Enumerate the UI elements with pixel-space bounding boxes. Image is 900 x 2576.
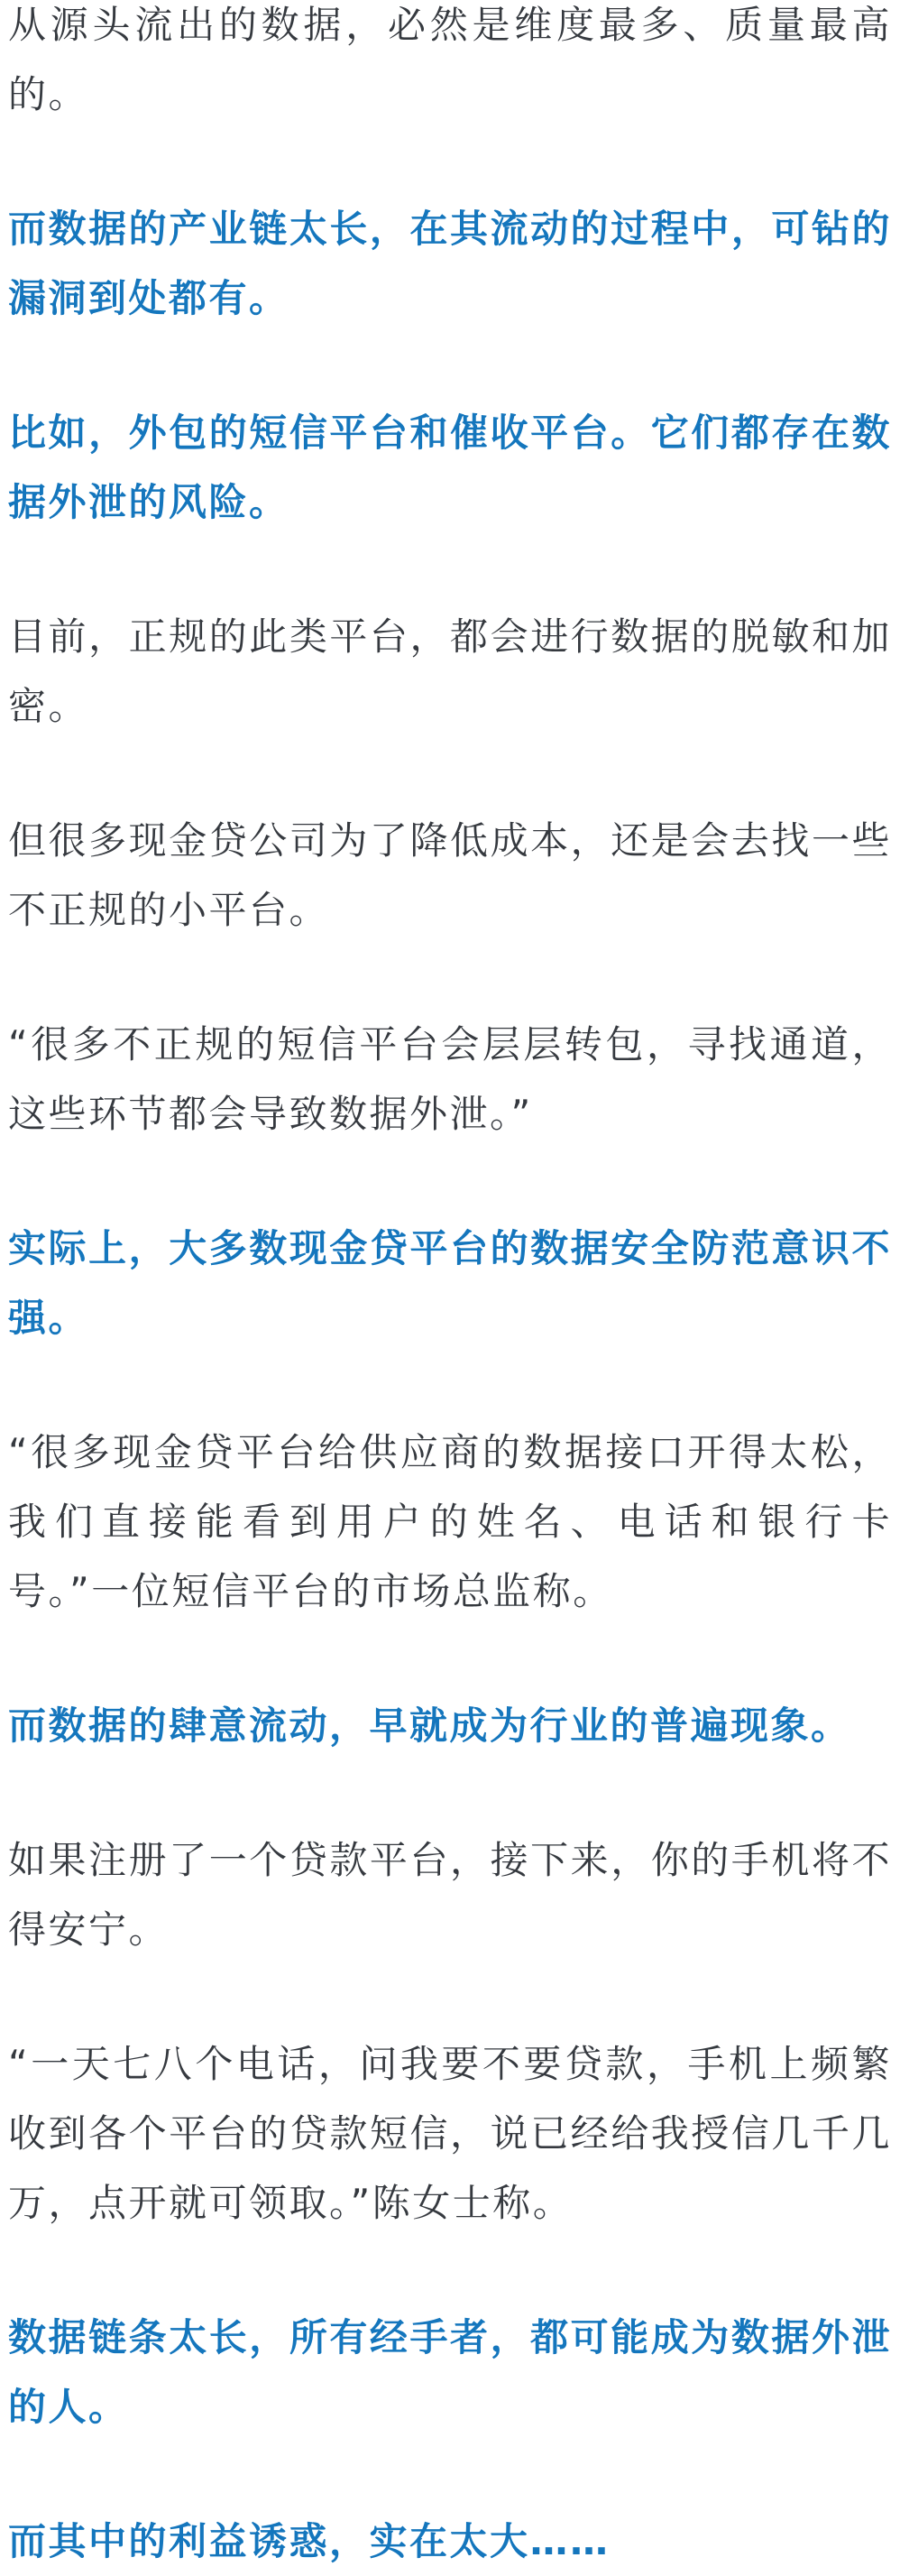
body-paragraph: 如果注册了一个贷款平台，接下来，你的手机将不得安宁。 bbox=[8, 1838, 892, 1952]
body-paragraph: 从源头流出的数据，必然是维度最多、质量最高的。 bbox=[8, 3, 892, 116]
emphasis-paragraph: 而数据的肆意流动，早就成为行业的普遍现象。 bbox=[8, 1703, 851, 1748]
body-paragraph: 但很多现金贷公司为了降低成本，还是会去找一些不正规的小平台。 bbox=[8, 818, 892, 932]
emphasis-paragraph: 实际上，大多数现金贷平台的数据安全防范意识不强。 bbox=[8, 1226, 892, 1340]
body-paragraph: “一天七八个电话，问我要不要贷款，手机上频繁收到各个平台的贷款短信，说已经给我授信几千几万，点开就可领取。”陈女士称。 bbox=[8, 2042, 892, 2225]
emphasis-paragraph: 而数据的产业链太长，在其流动的过程中，可钻的漏洞到处都有。 bbox=[8, 207, 892, 320]
emphasis-paragraph: 数据链条太长，所有经手者，都可能成为数据外泄的人。 bbox=[8, 2315, 892, 2429]
emphasis-paragraph: 比如，外包的短信平台和催收平台。它们都存在数据外泄的风险。 bbox=[8, 411, 892, 524]
body-paragraph: “很多不正规的短信平台会层层转包，寻找通道，这些环节都会导致数据外泄。” bbox=[8, 1022, 892, 1136]
emphasis-paragraph: 而其中的利益诱惑，实在太大…… bbox=[8, 2519, 611, 2563]
body-paragraph: “很多现金贷平台给供应商的数据接口开得太松，我们直接能看到用户的姓名、电话和银行卡号。”一位短信平台的市场总监称。 bbox=[8, 1430, 892, 1613]
body-paragraph: 目前，正规的此类平台，都会进行数据的脱敏和加密。 bbox=[8, 614, 892, 728]
